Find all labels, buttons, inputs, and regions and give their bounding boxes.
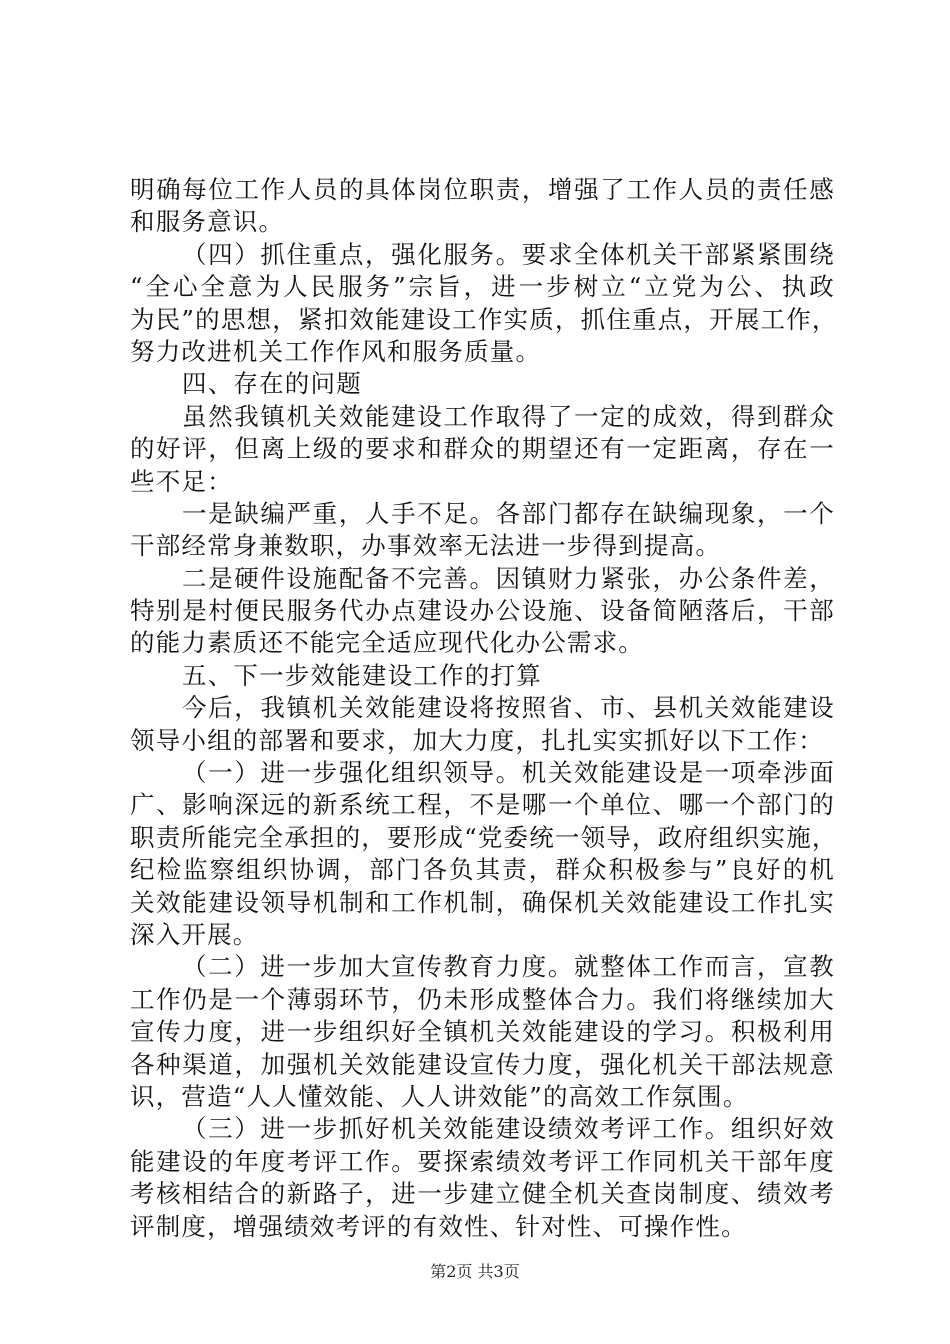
text-line: （二）进一步加大宣传教育力度。就整体工作而言，宣教 [182, 952, 835, 982]
text-line: “全心全意为人民服务”宗旨，进一步树立“立党为公、执政 [130, 272, 835, 302]
text-line: 广、影响深远的新系统工程，不是哪一个单位、哪一个部门的 [130, 790, 835, 820]
text-line: 二是硬件设施配备不完善。因镇财力紧张，办公条件差， [182, 563, 835, 593]
text-line: 纪检监察组织协调，部门各负其责，群众积极参与”良好的机 [130, 855, 835, 885]
text-line: 明确每位工作人员的具体岗位职责，增强了工作人员的责任感 [130, 175, 835, 204]
text-line: （一）进一步强化组织领导。机关效能建设是一项牵涉面 [182, 758, 835, 788]
text-line: 五、下一步效能建设工作的打算 [182, 660, 542, 690]
text-line: （三）进一步抓好机关效能建设绩效考评工作。组织好效 [182, 1114, 835, 1144]
text-line: 深入开展。 [130, 919, 259, 949]
text-line: 职责所能完全承担的，要形成“党委统一领导，政府组织实施， [130, 822, 838, 852]
text-line: 四、存在的问题 [182, 369, 362, 399]
text-line: 各种渠道，加强机关效能建设宣传力度，强化机关干部法规意 [130, 1049, 835, 1079]
text-line: 领导小组的部署和要求，加大力度，扎扎实实抓好以下工作： [130, 725, 824, 755]
text-line: 识，营造“人人懂效能、人人讲效能”的高效工作氛围。 [130, 1081, 749, 1111]
text-line: 的好评，但离上级的要求和群众的期望还有一定距离，存在一 [130, 434, 835, 464]
text-line: 干部经常身兼数职，办事效率无法进一步得到提高。 [130, 531, 722, 561]
text-line: 评制度，增强绩效考评的有效性、针对性、可操作性。 [130, 1211, 747, 1241]
text-line: 工作仍是一个薄弱环节，仍未形成整体合力。我们将继续加大 [130, 984, 835, 1014]
text-line: 为民”的思想，紧扣效能建设工作实质，抓住重点，开展工作， [130, 304, 838, 334]
text-line: 特别是村便民服务代办点建设办公设施、设备简陋落后，干部 [130, 596, 835, 626]
text-line: 今后，我镇机关效能建设将按照省、市、县机关效能建设 [182, 693, 835, 723]
text-line: 的能力素质还不能完全适应现代化办公需求。 [130, 628, 644, 658]
text-line: （四）抓住重点，强化服务。要求全体机关干部紧紧围绕 [182, 239, 835, 269]
text-line: 一是缺编严重，人手不足。各部门都存在缺编现象，一个 [182, 498, 835, 528]
page-footer: 第2页 共3页 [430, 1262, 520, 1281]
text-line: 虽然我镇机关效能建设工作取得了一定的成效，得到群众 [182, 401, 835, 431]
document-body [130, 174, 838, 1243]
text-line: 能建设的年度考评工作。要探索绩效考评工作同机关干部年度 [130, 1146, 835, 1176]
text-line: 努力改进机关工作作风和服务质量。 [130, 336, 542, 366]
text-line: 和服务意识。 [130, 207, 285, 237]
text-line: 宣传力度，进一步组织好全镇机关效能建设的学习。积极利用 [130, 1017, 835, 1047]
text-line: 考核相结合的新路子，进一步建立健全机关查岗制度、绩效考 [130, 1179, 835, 1209]
text-line: 些不足： [130, 466, 233, 496]
text-line: 关效能建设领导机制和工作机制，确保机关效能建设工作扎实 [130, 887, 835, 917]
